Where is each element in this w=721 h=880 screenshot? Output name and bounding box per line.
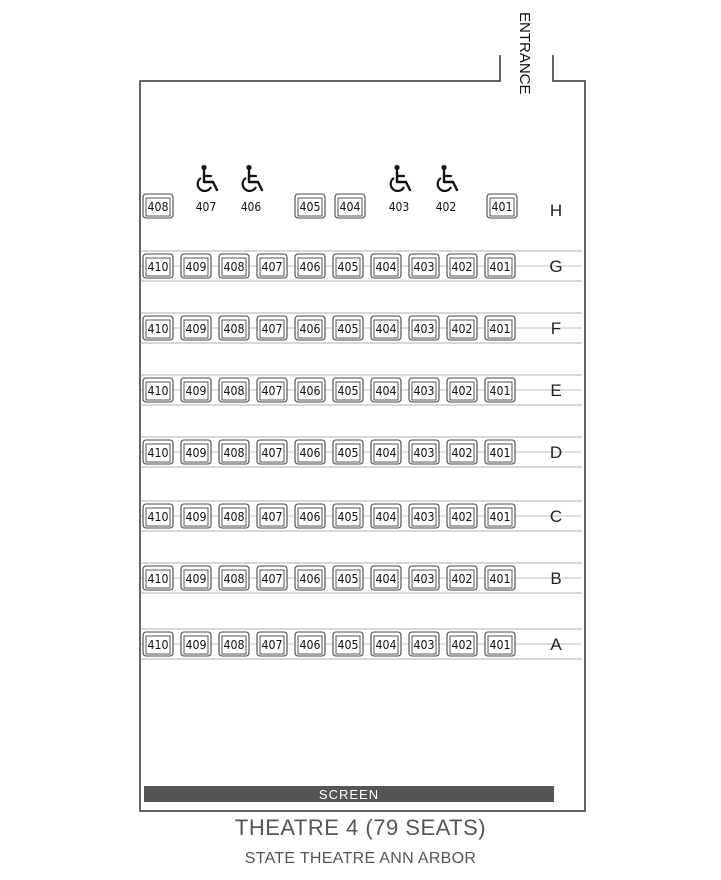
seat-number: 403 [413, 446, 435, 460]
wheelchair-space-number: 406 [240, 200, 262, 214]
seat[interactable] [485, 566, 515, 590]
seat-number: 408 [223, 260, 245, 274]
seat-number: 401 [489, 638, 511, 652]
wheelchair-space[interactable] [196, 165, 217, 214]
seat-number: 404 [375, 260, 397, 274]
seat-number: 407 [261, 384, 283, 398]
seat[interactable] [295, 440, 325, 464]
seat-number: 406 [299, 384, 321, 398]
seat[interactable] [447, 440, 477, 464]
wheelchair-space-number: 407 [195, 200, 217, 214]
seat[interactable] [181, 632, 211, 656]
seat[interactable] [181, 440, 211, 464]
seat[interactable] [333, 440, 363, 464]
row-label: A [550, 635, 562, 654]
seat-number: 403 [413, 510, 435, 524]
seat-number: 408 [223, 446, 245, 460]
seat-number: 404 [375, 322, 397, 336]
wheelchair-icon [243, 165, 262, 191]
seat[interactable] [333, 632, 363, 656]
seat-number: 405 [337, 260, 359, 274]
row-label: G [549, 257, 563, 276]
seat[interactable] [143, 316, 173, 340]
seat-number: 402 [451, 446, 473, 460]
seat-number: 403 [413, 322, 435, 336]
seat[interactable] [143, 378, 173, 402]
seat[interactable] [371, 378, 401, 402]
seat-number: 409 [185, 446, 207, 460]
seat[interactable] [371, 566, 401, 590]
seat[interactable] [447, 504, 477, 528]
seat[interactable] [181, 504, 211, 528]
seat-number: 401 [489, 384, 511, 398]
seat-number: 401 [489, 572, 511, 586]
seat[interactable] [487, 194, 517, 218]
seat-row [141, 251, 582, 281]
seat[interactable] [219, 440, 249, 464]
seat-number: 409 [185, 260, 207, 274]
seat-number: 407 [261, 446, 283, 460]
wheelchair-space-number: 403 [388, 200, 410, 214]
seat-number: 406 [299, 572, 321, 586]
seat[interactable] [409, 316, 439, 340]
seat-number: 401 [489, 260, 511, 274]
seat[interactable] [333, 316, 363, 340]
seat-number: 404 [339, 200, 361, 214]
seat[interactable] [181, 378, 211, 402]
seat[interactable] [143, 194, 173, 218]
seat-number: 410 [147, 260, 169, 274]
seat-row [141, 563, 582, 593]
wheelchair-icon [391, 165, 410, 191]
seat-number: 401 [489, 322, 511, 336]
seat-number: 403 [413, 572, 435, 586]
seat-number: 409 [185, 384, 207, 398]
seat-number: 409 [185, 322, 207, 336]
seat-number: 402 [451, 638, 473, 652]
seat[interactable] [143, 566, 173, 590]
seat-number: 404 [375, 384, 397, 398]
seat[interactable] [295, 632, 325, 656]
seat-row [141, 437, 582, 467]
seat[interactable] [485, 254, 515, 278]
theatre-subtitle: STATE THEATRE ANN ARBOR [244, 850, 477, 867]
seat[interactable] [257, 378, 287, 402]
row-label: H [549, 201, 563, 220]
seat[interactable] [371, 440, 401, 464]
seat-number: 410 [147, 384, 169, 398]
seat-number: 407 [261, 572, 283, 586]
seat-number: 407 [261, 260, 283, 274]
seat[interactable] [143, 440, 173, 464]
seat[interactable] [219, 254, 249, 278]
seat-number: 403 [413, 260, 435, 274]
seat[interactable] [143, 254, 173, 278]
seat-number: 409 [185, 510, 207, 524]
seat[interactable] [409, 378, 439, 402]
seat-number: 405 [337, 572, 359, 586]
seat-number: 401 [491, 200, 513, 214]
seat[interactable] [371, 504, 401, 528]
seat-number: 410 [147, 322, 169, 336]
seat[interactable] [295, 504, 325, 528]
seat[interactable] [335, 194, 365, 218]
seat-number: 403 [413, 638, 435, 652]
row-label: E [550, 381, 562, 400]
seat-row [141, 629, 582, 659]
seat-number: 408 [223, 572, 245, 586]
seat[interactable] [181, 566, 211, 590]
screen-label: SCREEN [318, 787, 380, 802]
seat[interactable] [333, 566, 363, 590]
row-label: F [550, 319, 562, 338]
theatre-title: THEATRE 4 (79 SEATS) [234, 815, 487, 840]
wheelchair-space[interactable] [436, 165, 457, 214]
row-label: C [549, 507, 563, 526]
seat-number: 401 [489, 446, 511, 460]
seat[interactable] [295, 316, 325, 340]
seat-number: 402 [451, 572, 473, 586]
seat[interactable] [485, 316, 515, 340]
seat-number: 405 [337, 446, 359, 460]
seat-number: 410 [147, 572, 169, 586]
seat-number: 402 [451, 260, 473, 274]
seat[interactable] [485, 378, 515, 402]
seat-number: 409 [185, 638, 207, 652]
seat[interactable] [257, 566, 287, 590]
seat[interactable] [257, 316, 287, 340]
seat-number: 405 [337, 322, 359, 336]
seat[interactable] [371, 632, 401, 656]
seat-number: 406 [299, 510, 321, 524]
seat-number: 406 [299, 446, 321, 460]
seat-number: 405 [299, 200, 321, 214]
row-label: B [550, 569, 562, 588]
seat-number: 401 [489, 510, 511, 524]
seat-number: 402 [451, 384, 473, 398]
seat[interactable] [485, 632, 515, 656]
seat-number: 406 [299, 322, 321, 336]
seat[interactable] [219, 504, 249, 528]
seat[interactable] [409, 254, 439, 278]
seat[interactable] [447, 254, 477, 278]
seat-number: 404 [375, 446, 397, 460]
seat-row [141, 313, 582, 343]
seat[interactable] [219, 378, 249, 402]
room-wall [140, 55, 585, 811]
wheelchair-space[interactable] [389, 165, 410, 214]
seat[interactable] [143, 632, 173, 656]
wheelchair-icon [438, 165, 457, 191]
seat-number: 402 [451, 322, 473, 336]
seat-number: 407 [261, 322, 283, 336]
seat[interactable] [485, 504, 515, 528]
seat[interactable] [333, 254, 363, 278]
seat[interactable] [181, 316, 211, 340]
seat-number: 409 [185, 572, 207, 586]
seat-number: 405 [337, 510, 359, 524]
seat[interactable] [295, 378, 325, 402]
seat[interactable] [447, 566, 477, 590]
seat[interactable] [257, 504, 287, 528]
seat[interactable] [447, 378, 477, 402]
seat[interactable] [333, 378, 363, 402]
seat-number: 408 [223, 638, 245, 652]
seat[interactable] [219, 566, 249, 590]
seat[interactable] [257, 254, 287, 278]
seat[interactable] [409, 504, 439, 528]
seat-number: 408 [223, 322, 245, 336]
wheelchair-icon [198, 165, 217, 191]
seat-number: 408 [223, 510, 245, 524]
seat[interactable] [447, 632, 477, 656]
seat-row [141, 375, 582, 405]
row-label: D [549, 443, 563, 462]
seat[interactable] [333, 504, 363, 528]
seat[interactable] [257, 440, 287, 464]
wheelchair-space[interactable] [241, 165, 262, 214]
wheelchair-space-number: 402 [435, 200, 457, 214]
seat-number: 410 [147, 446, 169, 460]
seat[interactable] [447, 316, 477, 340]
seat[interactable] [409, 440, 439, 464]
seat-number: 406 [299, 638, 321, 652]
seat-number: 404 [375, 638, 397, 652]
seat-number: 410 [147, 510, 169, 524]
seat[interactable] [295, 566, 325, 590]
seat-number: 406 [299, 260, 321, 274]
seat[interactable] [295, 194, 325, 218]
seat-number: 405 [337, 638, 359, 652]
seat-number: 402 [451, 510, 473, 524]
seat-number: 407 [261, 510, 283, 524]
seat-number: 403 [413, 384, 435, 398]
seat[interactable] [257, 632, 287, 656]
seat-number: 404 [375, 510, 397, 524]
seat[interactable] [371, 254, 401, 278]
entrance-label: ENTRANCE [516, 12, 533, 95]
seat[interactable] [181, 254, 211, 278]
seat-number: 410 [147, 638, 169, 652]
seat-number: 404 [375, 572, 397, 586]
seat[interactable] [143, 504, 173, 528]
seat-number: 408 [223, 384, 245, 398]
seat[interactable] [219, 316, 249, 340]
seat[interactable] [371, 316, 401, 340]
seat[interactable] [219, 632, 249, 656]
seat-number: 407 [261, 638, 283, 652]
seat[interactable] [409, 632, 439, 656]
seat-number: 405 [337, 384, 359, 398]
seat[interactable] [485, 440, 515, 464]
seat[interactable] [295, 254, 325, 278]
seat-row [141, 501, 582, 531]
seat[interactable] [409, 566, 439, 590]
seat-number: 408 [147, 200, 169, 214]
